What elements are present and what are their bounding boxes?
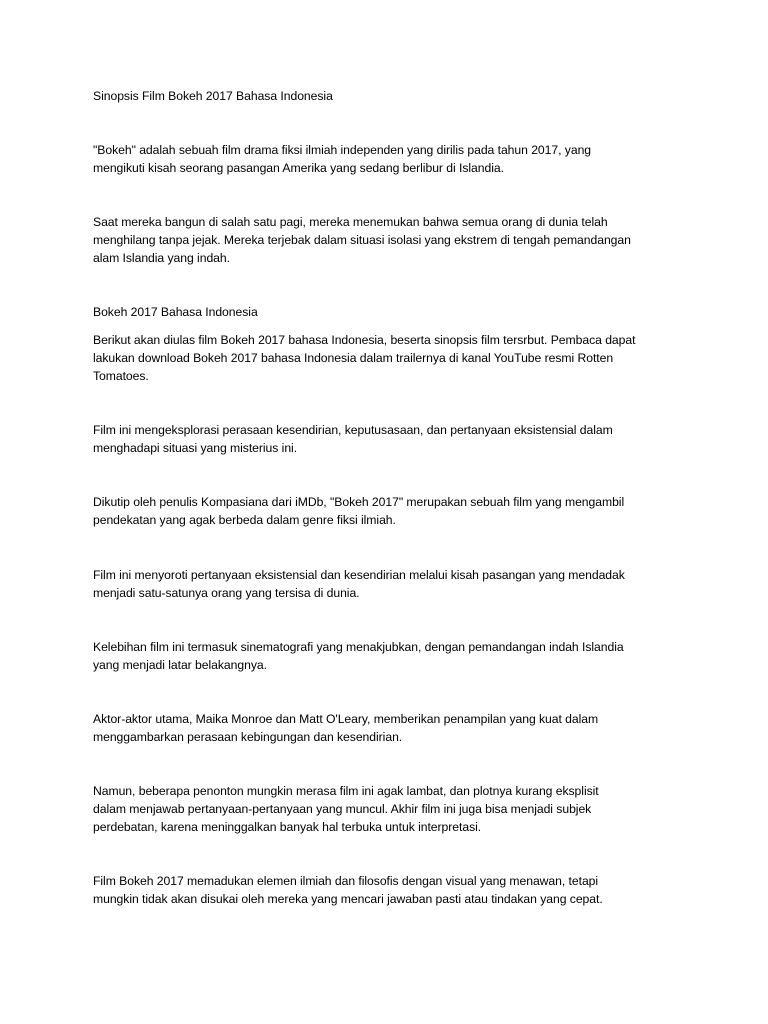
paragraph-line: perdebatan, karena meninggalkan banyak hal terbuka untuk interpretasi. [93,820,482,834]
paragraph-line: Film Bokeh 2017 memadukan elemen ilmiah dan filosofis dengan visual yang menawan, tetapi [93,874,599,888]
paragraph-line: menghilang tanpa jejak. Mereka terjebak dalam situasi isolasi yang ekstrem di tengah pemandangan [93,233,631,247]
paragraph-line: yang menjadi latar belakangnya. [93,658,267,672]
paragraph-line: Film ini mengeksplorasi perasaan kesendirian, keputusasaan, dan pertanyaan eksistensial dalam [93,423,613,437]
paragraph-line: menggambarkan perasaan kebingungan dan kesendirian. [93,730,403,744]
section-heading-text: Bokeh 2017 Bahasa Indonesia [93,305,258,319]
paragraph-line: dalam menjawab pertanyaan-pertanyaan yang muncul. Akhir film ini juga bisa menjadi subjek [93,802,592,816]
paragraph-line: pendekatan yang agak berbeda dalam genre fiksi ilmiah. [93,513,396,527]
paragraph-line: mengikuti kisah seorang pasangan Amerika yang sedang berlibur di Islandia. [93,161,504,175]
paragraph-line: Dikutip oleh penulis Kompasiana dari iMDb, "Bokeh 2017" merupakan sebuah film yang mengambil [93,495,625,509]
paragraph-line: alam Islandia yang indah. [93,251,230,265]
paragraph-line: mungkin tidak akan disukai oleh mereka yang mencari jawaban pasti atau tindakan yang cepat. [93,892,603,906]
paragraph-line: lakukan download Bokeh 2017 bahasa Indonesia dalam trailernya di kanal YouTube resmi Rotten [93,351,614,365]
paragraph-line: Aktor-aktor utama, Maika Monroe dan Matt O'Leary, memberikan penampilan yang kuat dalam [93,712,599,726]
document-title: Sinopsis Film Bokeh 2017 Bahasa Indonesia [93,89,333,103]
paragraph-line: menghadapi situasi yang misterius ini. [93,441,298,455]
paragraph-line: Namun, beberapa penonton mungkin merasa film ini agak lambat, dan plotnya kurang eksplisit [93,784,599,798]
paragraph-line: menjadi satu-satunya orang yang tersisa di dunia. [93,586,360,600]
paragraph-line: Kelebihan film ini termasuk sinematografi yang menakjubkan, dengan pemandangan indah Islandia [93,640,624,654]
paragraph-line: Film ini menyoroti pertanyaan eksistensial dan kesendirian melalui kisah pasangan yang mendadak [93,568,625,582]
paragraph-line: Berikut akan diulas film Bokeh 2017 bahasa Indonesia, beserta sinopsis film tersrbut. Pembaca dapat [93,333,636,347]
paragraph-line: Saat mereka bangun di salah satu pagi, mereka menemukan bahwa semua orang di dunia telah [93,215,608,229]
paragraph-line: Tomatoes. [93,369,149,383]
paragraph-line: "Bokeh" adalah sebuah film drama fiksi ilmiah independen yang dirilis pada tahun 2017, yang [93,143,592,157]
